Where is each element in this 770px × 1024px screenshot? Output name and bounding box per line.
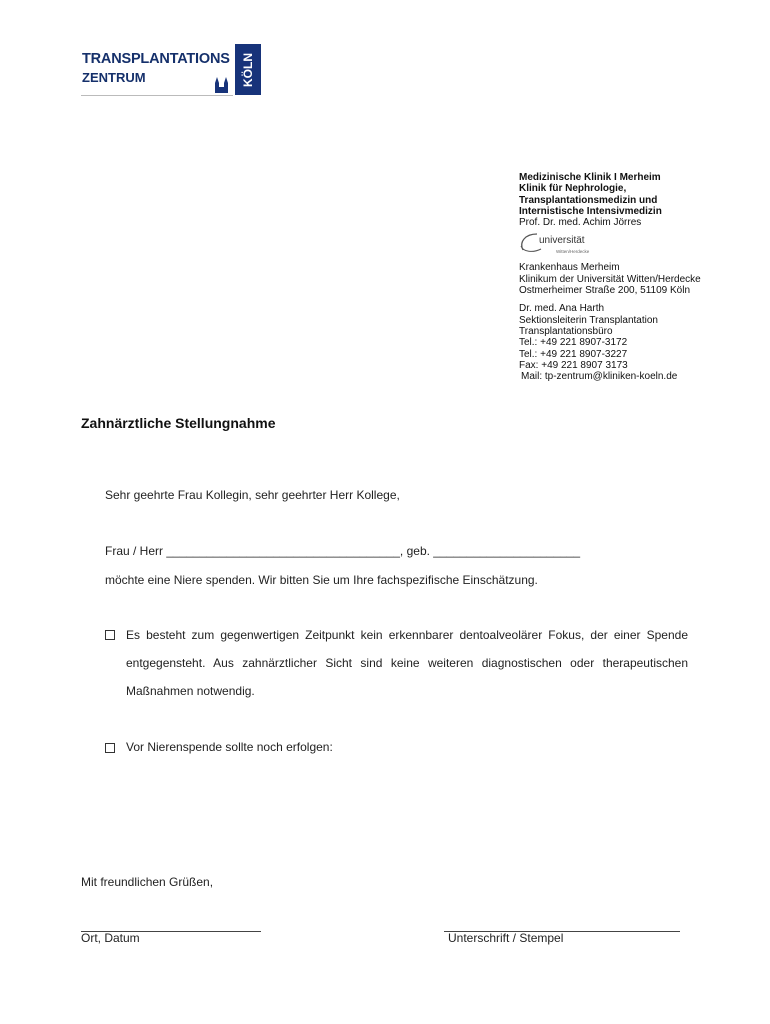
- contact-mail: Mail: tp-zentrum@kliniken-koeln.de: [521, 371, 678, 383]
- clinic-name-4: Internistische Intensivmedizin: [519, 205, 662, 217]
- option-2-text: Vor Nierenspende sollte noch erfolgen:: [126, 740, 333, 754]
- logo-city: KÖLN: [241, 52, 255, 87]
- option-2-checkbox[interactable]: [105, 743, 115, 753]
- document-title: Zahnärztliche Stellungnahme: [81, 415, 276, 431]
- clinic-name-1: Medizinische Klinik I Merheim: [519, 172, 661, 183]
- option-2-checkbox-row: [105, 741, 127, 755]
- option-1-text: Es besteht zum gegenwertigen Zeitpunkt kein erkennbarer dentoalveolärer Fokus, der einer Spende entgegensteht. Aus zahnärztlicher Sicht sind keine weiteren diagnostischen oder therapeutischen Maßnahmen notwendig.: [126, 628, 688, 698]
- option-1-checkbox[interactable]: [105, 630, 115, 640]
- contact-name: Dr. med. Ana Harth: [519, 303, 605, 315]
- option-1-checkbox-row: [105, 628, 127, 642]
- contact-phone-2: Tel.: +49 221 8907-3227: [519, 348, 628, 360]
- hospital-street: Ostmerheimer Straße 200, 51109 Köln: [519, 285, 691, 297]
- signature-label: Unterschrift / Stempel: [448, 931, 564, 945]
- contact-office: Transplantationsbüro: [519, 325, 613, 337]
- transplant-center-logo: [81, 44, 261, 95]
- logo-wordmark: [81, 44, 233, 96]
- contact-fax: Fax: +49 221 8907 3173: [519, 359, 628, 371]
- hospital-affiliation: Klinikum der Universität Witten/Herdecke: [519, 273, 701, 285]
- university-logo: [519, 232, 701, 254]
- request-text: möchte eine Niere spenden. Wir bitten Sie um Ihre fachspezifische Einschätzung.: [105, 573, 538, 587]
- contact-phone-1: Tel.: +49 221 8907-3172: [519, 337, 628, 349]
- cathedral-icon: [213, 75, 231, 93]
- clinic-name-3: Transplantationsmedizin und: [519, 194, 658, 206]
- logo-line-2: ZENTRUM: [82, 70, 146, 85]
- university-logo-text: universität: [539, 235, 585, 247]
- logo-city-box: [235, 44, 261, 95]
- closing-greeting: Mit freundlichen Grüßen,: [81, 875, 214, 889]
- place-date-label: Ort, Datum: [81, 931, 140, 945]
- clinic-name-2: Klinik für Nephrologie,: [519, 183, 627, 195]
- sender-address-block: [519, 172, 701, 382]
- salutation: Sehr geehrte Frau Kollegin, sehr geehrter Herr Kollege,: [105, 488, 400, 502]
- donor-name-birth-line[interactable]: Frau / Herr ___________________________________, geb. ______________________: [105, 544, 581, 558]
- contact-role: Sektionsleiterin Transplantation: [519, 314, 658, 326]
- clinic-director: Prof. Dr. med. Achim Jörres: [519, 217, 642, 229]
- university-logo-subtext: Witten/Herdecke: [556, 249, 590, 255]
- logo-line-1: TRANSPLANTATIONS: [82, 51, 230, 67]
- hospital-name: Krankenhaus Merheim: [519, 262, 620, 274]
